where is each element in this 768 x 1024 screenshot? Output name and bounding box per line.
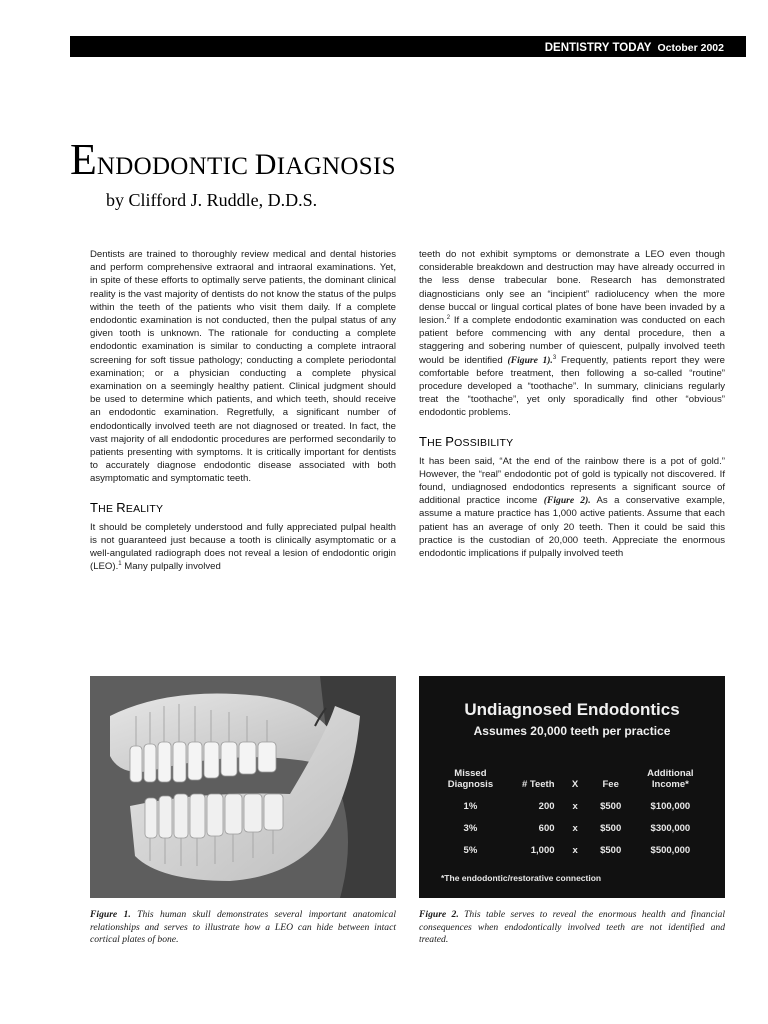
figure-2-caption: Figure 2. This table serves to reveal the enormous health and financial consequences when endodontically involved teeth are not identified and treated. [419, 909, 725, 945]
paragraph-possibility: It has been said, “At the end of the rainbow there is a pot of gold.” However, the “real” endodontic pot of gold is typically not discovered. If found, undiagnosed endodontics represents a significant source of additional practice income (Figure 2). As a conservative example, assume a mature practice has 1,000 active patients. Assume that each patient has an average of only 20 teeth. Then it could be said this practice is the custodian of 20,000 teeth. Appreciate the enormous endodontic implications if pulpally involved teeth [419, 455, 726, 560]
left-column [90, 248, 396, 573]
right-column [419, 248, 725, 560]
title-drop-cap: E [70, 135, 97, 184]
header-bar [70, 36, 746, 57]
income-table [439, 768, 707, 862]
skull-illustration [90, 676, 396, 898]
paragraph-continued: teeth do not exhibit symptoms or demonstrate a LEO even though considerable breakdown and destruction may have already occurred in the less dense trabecular bone. Research has demonstrated diagnosticians only see an “incipient” radiolucency when the more dense buccal or lingual cortical plates of bone have been invaded by a lesion.$^2$ If a complete endodontic examination was conducted on each patient before commencing with any dental procedure, then a staggering and sobering number of quiescent, pulpally involved teeth would be identified (Figure 1).$^3$ Frequently, patients report they were comfortable before treatment, then following a so-called “routine” procedure developed a “toothache”. In summary, clinicians regularly treat the “toothache”, yet only sporadically find other “obvious” endodontic problems. [419, 249, 726, 419]
article-title [70, 135, 396, 184]
col-teeth: # Teeth [521, 779, 555, 790]
paragraph-intro: Dentists are trained to thoroughly review medical and dental histories and perform comprehensive extraoral and intraoral examinations. Yet, in spite of these efforts to optimally serve patients, the dominant clinical reality is the vast majority of dentists do not know the status of the pulps within the teeth of the patients who visit them daily. If a complete endodontic examination is not conducted, then the pulpal status of any given tooth is unknown. The rationale for conducting a complete endodontic examination is similar to conducting a complete intraoral screening for soft tissue pathology; conducting a complete periodontal examination; or a physician conducting a complete physical examination on a seemingly healthy patient. Clinical judgment should be used to determine which patients, and which teeth, should receive an endodontic examination. Regretfully, a significant number of endodontically involved teeth are not diagnosed or treated. In fact, the vast majority of all endodontic procedures are performed secondarily to patients presenting with symptoms. It is critically important for dentists to accurately diagnose endodontic disease associated with both asymptomatic and symptomatic teeth. [90, 249, 396, 485]
heading-the-reality: THE REALITY [90, 499, 164, 515]
figure-2-reference: (Figure 2). [543, 495, 591, 507]
figure-1-caption: Figure 1. This human skull demonstrates several important anatomical relationships and serves to illustrate how a LEO can hide between intact cortical plates of bone. [90, 909, 396, 945]
figure-1-reference: (Figure 1). [507, 354, 553, 366]
issue-date: October 2002 [657, 42, 724, 54]
figure-2-footnote: *The endodontic/restorative connection [441, 873, 602, 883]
figure-2-income-table [419, 676, 725, 898]
col-fee: Fee [602, 779, 619, 790]
title-text: NDODONTIC DIAGNOSIS [96, 148, 396, 181]
table-row: 5% 1,000 x $500 $500,000 [463, 845, 691, 856]
figure-2-subtitle: Assumes 20,000 teeth per practice [473, 724, 671, 738]
paragraph-reality: It should be completely understood and fully appreciated pulpal health is not guaranteed just because a tooth is clinically asymptomatic or a well-angulated radiograph does not reveal a lesion of endodontic origin (LEO).$^1$ Many pulpally involved [90, 521, 396, 573]
col-missed-diagnosis: Missed Diagnosis [447, 768, 494, 790]
figure-1-skull-photo [90, 676, 396, 898]
heading-the-possibility: THE POSSIBILITY [419, 433, 514, 449]
publication-name: DENTISTRY TODAY [544, 42, 652, 54]
table-row: 3% 600 x $500 $300,000 [463, 823, 691, 834]
col-additional-income: Additional Income* [647, 768, 694, 790]
figure-2-title: Undiagnosed Endodontics [464, 700, 680, 719]
table-row: 1% 200 x $500 $100,000 [463, 801, 691, 812]
col-x: X [571, 779, 579, 790]
byline: by Clifford J. Ruddle, D.D.S. [106, 190, 318, 210]
